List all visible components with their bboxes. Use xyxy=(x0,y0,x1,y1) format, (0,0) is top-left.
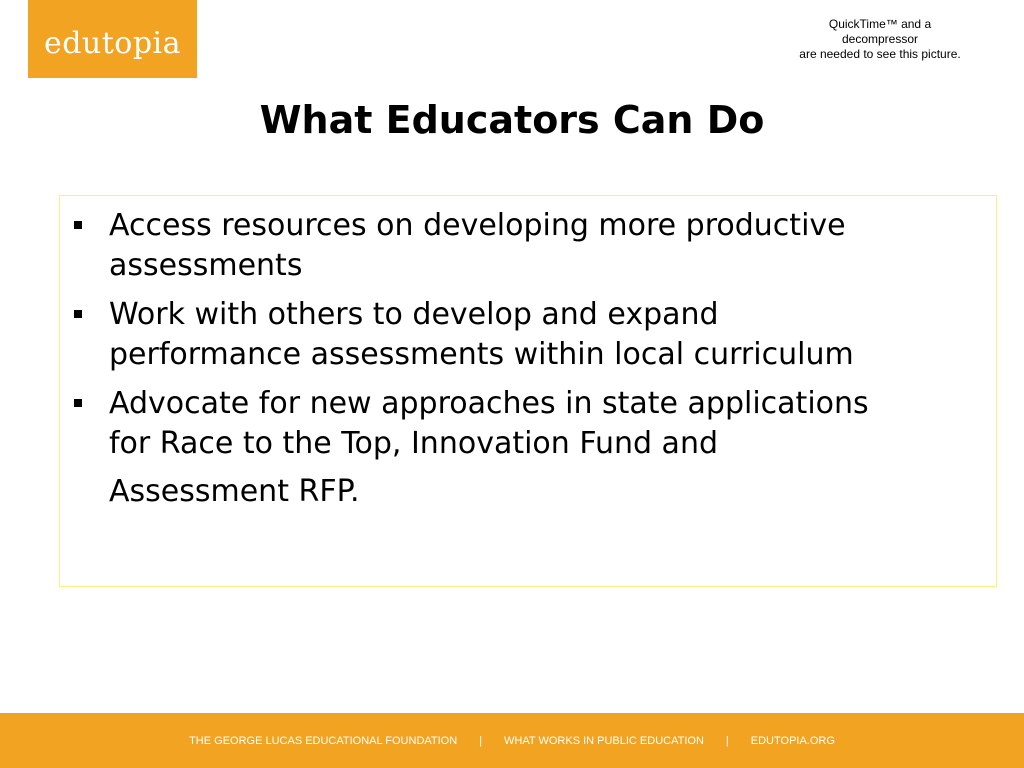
bullet-text-line: Advocate for new approaches in state applications xyxy=(109,386,869,421)
edutopia-logo xyxy=(28,0,197,78)
square-bullet-icon xyxy=(74,221,82,229)
bullet-text-line: Assessment RFP. xyxy=(109,474,360,509)
quicktime-note-line: QuickTime™ and a xyxy=(828,17,932,31)
content-box xyxy=(59,195,997,587)
bullet-text-line: Access resources on developing more productive xyxy=(109,208,846,243)
quicktime-note-line: are needed to see this picture. xyxy=(799,47,961,61)
bullet-item xyxy=(72,384,977,512)
bullet-text-line: Work with others to develop and expand xyxy=(109,297,719,332)
bullet-text-line: performance assessments within local curriculum xyxy=(109,337,854,372)
bullet-list xyxy=(72,206,977,521)
bullet-item xyxy=(72,206,977,286)
footer-separator: | xyxy=(479,734,483,747)
footer-link-foundation[interactable]: THE GEORGE LUCAS EDUCATIONAL FOUNDATION xyxy=(189,734,458,747)
bullet-text-line: assessments xyxy=(109,248,303,283)
quicktime-note-line: decompressor xyxy=(841,32,919,46)
square-bullet-icon xyxy=(74,399,82,407)
footer-bar xyxy=(0,713,1024,768)
bullet-text-line: for Race to the Top, Innovation Fund and xyxy=(109,426,718,461)
footer-link-what-works[interactable]: WHAT WORKS IN PUBLIC EDUCATION xyxy=(504,734,704,747)
footer-separator: | xyxy=(725,734,729,747)
footer-link-edutopia-org[interactable]: EDUTOPIA.ORG xyxy=(750,734,835,747)
logo-text: edutopia xyxy=(43,25,182,61)
quicktime-placeholder-note xyxy=(760,17,1000,62)
slide-title: What Educators Can Do xyxy=(259,98,765,142)
bullet-item xyxy=(72,295,977,375)
square-bullet-icon xyxy=(74,310,82,318)
